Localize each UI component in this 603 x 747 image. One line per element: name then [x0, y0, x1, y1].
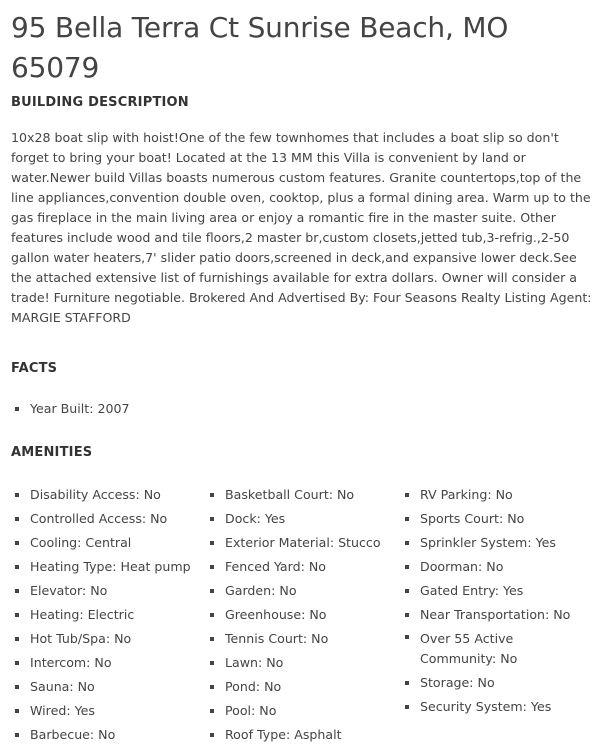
bullet-icon [15, 709, 19, 713]
amenity-basketball-court: Basketball Court: No [225, 487, 355, 502]
list-item [206, 483, 401, 507]
list-item [401, 603, 596, 627]
bullet-icon [15, 685, 19, 689]
bullet-icon [405, 613, 409, 617]
bullet-icon [210, 733, 214, 737]
amenity-pool: Pool: No [225, 703, 277, 718]
list-item [11, 483, 206, 507]
list-item [11, 507, 206, 531]
amenity-sports-court: Sports Court: No [420, 511, 525, 526]
amenity-near-transportation: Near Transportation: No [420, 607, 571, 622]
list-item [401, 627, 596, 671]
bullet-icon [405, 493, 409, 497]
amenity-lawn: Lawn: No [225, 655, 284, 670]
amenity-pond: Pond: No [225, 679, 282, 694]
list-item [11, 723, 206, 747]
list-item [206, 531, 401, 555]
bullet-icon [210, 589, 214, 593]
bullet-icon [15, 407, 19, 411]
list-item [11, 603, 206, 627]
amenity-controlled-access: Controlled Access: No [30, 511, 168, 526]
amenity-greenhouse: Greenhouse: No [225, 607, 327, 622]
list-item [11, 531, 206, 555]
amenity-storage: Storage: No [420, 675, 495, 690]
list-item [206, 627, 401, 651]
bullet-icon [15, 733, 19, 737]
fact-year-built: Year Built: 2007 [30, 401, 130, 416]
amenity-sauna: Sauna: No [30, 679, 95, 694]
amenity-tennis-court: Tennis Court: No [225, 631, 329, 646]
list-item [11, 397, 599, 421]
listing-detail [11, 0, 599, 747]
list-item [401, 671, 596, 695]
list-item [11, 651, 206, 675]
amenity-sprinkler-system: Sprinkler System: Yes [420, 535, 556, 550]
list-item [11, 579, 206, 603]
list-item [206, 699, 401, 723]
amenity-heating: Heating: Electric [30, 607, 135, 622]
list-item [206, 723, 401, 747]
list-item [401, 579, 596, 603]
amenity-barbecue: Barbecue: No [30, 727, 116, 742]
amenity-over-55-active-community: Over 55 Active Community: No [420, 631, 518, 666]
list-item [401, 483, 596, 507]
amenity-cooling: Cooling: Central [30, 535, 132, 550]
list-item [206, 675, 401, 699]
amenities-heading: AMENITIES [11, 445, 93, 460]
amenity-fenced-yard: Fenced Yard: No [225, 559, 326, 574]
bullet-icon [405, 541, 409, 545]
amenity-hot-tub-spa: Hot Tub/Spa: No [30, 631, 132, 646]
amenity-wired: Wired: Yes [30, 703, 95, 718]
bullet-icon [210, 685, 214, 689]
bullet-icon [405, 681, 409, 685]
amenities-column-2 [206, 483, 401, 747]
bullet-icon [15, 613, 19, 617]
amenity-disability-access: Disability Access: No [30, 487, 161, 502]
amenity-dock: Dock: Yes [225, 511, 286, 526]
bullet-icon [15, 589, 19, 593]
bullet-icon [15, 493, 19, 497]
bullet-icon [405, 517, 409, 521]
list-item [11, 699, 206, 723]
bullet-icon [210, 661, 214, 665]
amenity-heating-type: Heating Type: Heat pump [30, 559, 191, 574]
list-item [401, 507, 596, 531]
amenity-intercom: Intercom: No [30, 655, 112, 670]
list-item [206, 579, 401, 603]
list-item [11, 675, 206, 699]
list-item [206, 555, 401, 579]
amenity-elevator: Elevator: No [30, 583, 108, 598]
list-item [11, 555, 206, 579]
bullet-icon [210, 637, 214, 641]
list-item [401, 531, 596, 555]
building-description-heading: BUILDING DESCRIPTION [11, 95, 189, 110]
bullet-icon [15, 637, 19, 641]
amenity-roof-type: Roof Type: Asphalt [225, 727, 342, 742]
facts-list [11, 397, 599, 421]
list-item [206, 603, 401, 627]
amenity-rv-parking: RV Parking: No [420, 487, 513, 502]
bullet-icon [15, 565, 19, 569]
bullet-icon [210, 613, 214, 617]
list-item [11, 627, 206, 651]
list-item [401, 695, 596, 719]
amenity-garden: Garden: No [225, 583, 297, 598]
list-item [206, 651, 401, 675]
bullet-icon [210, 493, 214, 497]
bullet-icon [15, 541, 19, 545]
amenities-grid [11, 483, 599, 747]
amenities-column-3 [401, 483, 596, 747]
bullet-icon [210, 565, 214, 569]
list-item [206, 507, 401, 531]
bullet-icon [15, 661, 19, 665]
amenity-exterior-material: Exterior Material: Stucco [225, 535, 381, 550]
list-item [401, 555, 596, 579]
bullet-icon [405, 565, 409, 569]
amenities-column-1 [11, 483, 206, 747]
bullet-icon [210, 541, 214, 545]
building-description-text: 10x28 boat slip with hoist!One of the few townhomes that includes a boat slip so don't forget to bring your boat! Located at the 13 MM this Villa is convenient by land or water.Newer build Villas boasts numerous custom features. Granite countertops,top of the line appliances,convention double oven, cooktop, plus a formal dining area. Warm up to the gas fireplace in the main living area or enjoy a romantic fire in the master suite. Other features include wood and tile floors,2 master br,custom closets,jetted tub,3-refrig.,2-50 gallon water heaters,7' slider patio doors,screened in deck,and expansive lower deck.See the attached extensive list of furnishings available for extra dollars. Owner will consider a trade! Furniture negotiable. Brokered And Advertised By: Four Seasons Realty Listing Agent: MARGIE STAFFORD [11, 130, 592, 325]
amenity-gated-entry: Gated Entry: Yes [420, 583, 524, 598]
bullet-icon [405, 589, 409, 593]
bullet-icon [210, 709, 214, 713]
bullet-icon [210, 517, 214, 521]
bullet-icon [15, 517, 19, 521]
bullet-icon [405, 635, 409, 639]
amenity-security-system: Security System: Yes [420, 699, 552, 714]
bullet-icon [405, 705, 409, 709]
amenity-doorman: Doorman: No [420, 559, 504, 574]
facts-heading: FACTS [11, 361, 58, 376]
page-title: 95 Bella Terra Ct Sunrise Beach, MO 65079 [11, 11, 509, 84]
